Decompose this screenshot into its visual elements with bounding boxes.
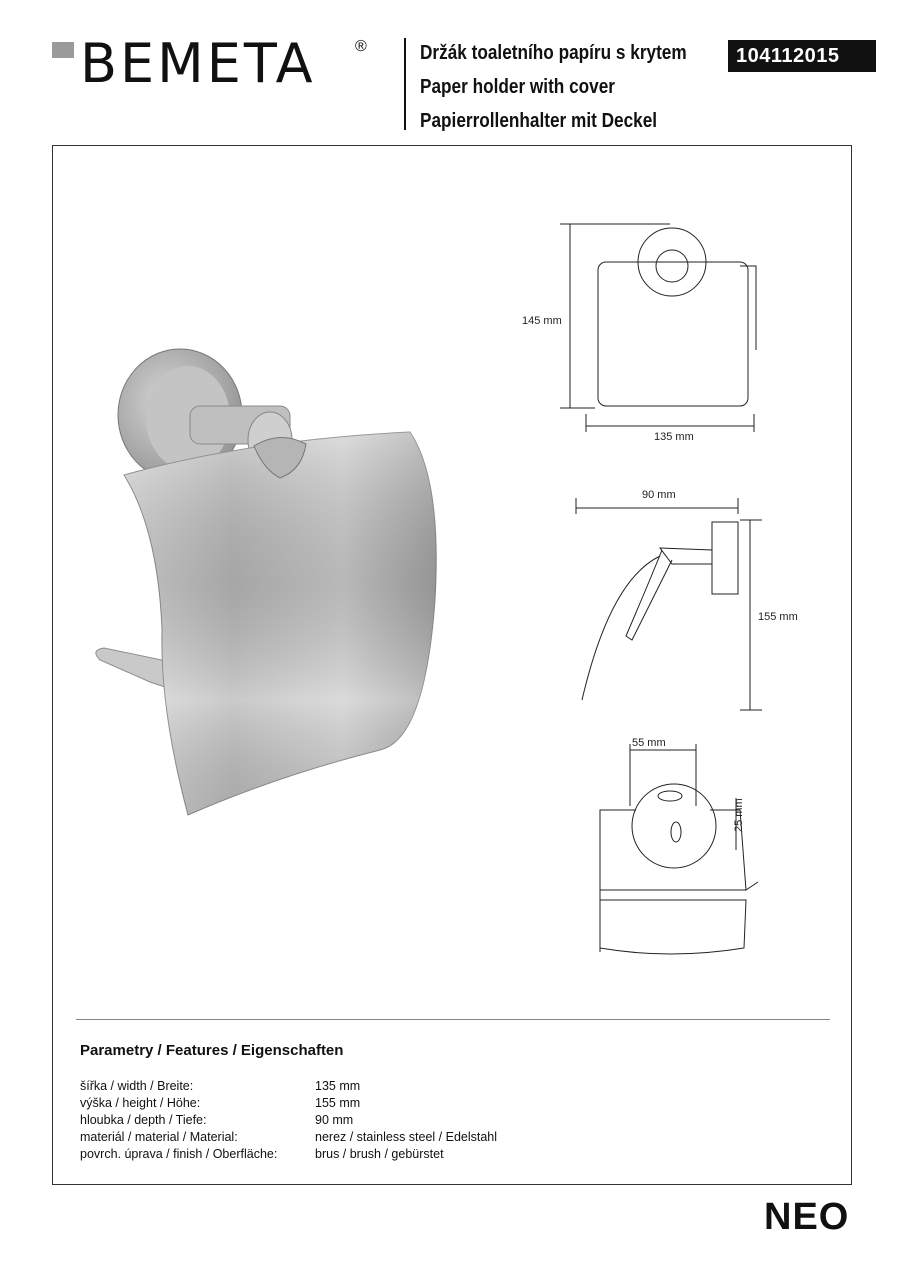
features-table xyxy=(80,1078,580,1163)
technical-drawings xyxy=(500,200,820,980)
product-titles xyxy=(420,36,730,138)
series-name: NEO xyxy=(764,1196,850,1238)
spec-value: brus / brush / gebürstet xyxy=(315,1147,444,1161)
title-en: Paper holder with cover xyxy=(420,76,615,98)
dim-front-width: 135 mm xyxy=(654,431,694,443)
spec-label: materiál / material / Material: xyxy=(80,1130,238,1144)
spec-label: povrch. úprava / finish / Oberfläche: xyxy=(80,1147,278,1161)
dim-side-depth: 90 mm xyxy=(642,489,676,501)
product-photo xyxy=(80,330,440,830)
dim-side-height: 155 mm xyxy=(758,611,798,623)
dim-rosette-diameter: 55 mm xyxy=(632,737,666,749)
spec-label: hloubka / depth / Tiefe: xyxy=(80,1113,207,1127)
spec-value: nerez / stainless steel / Edelstahl xyxy=(315,1130,498,1144)
spec-label: šířka / width / Breite: xyxy=(80,1079,194,1093)
logo-text: BEMETA xyxy=(80,32,316,95)
spec-row xyxy=(80,1078,580,1095)
spec-value: 135 mm xyxy=(315,1079,361,1093)
registered-mark: ® xyxy=(355,38,367,55)
spec-value: 90 mm xyxy=(315,1113,354,1127)
section-divider xyxy=(76,1019,830,1020)
features-heading: Parametry / Features / Eigenschaften xyxy=(80,1042,344,1059)
product-code: 104112015 xyxy=(728,40,876,72)
spec-row xyxy=(80,1112,580,1129)
spec-label: výška / height / Höhe: xyxy=(80,1096,201,1110)
dim-rosette-offset: 25 mm xyxy=(733,798,745,832)
spec-row xyxy=(80,1146,580,1163)
spec-row xyxy=(80,1129,580,1146)
title-de: Papierrollenhalter mit Deckel xyxy=(420,110,658,132)
title-cz: Držák toaletního papíru s krytem xyxy=(420,42,687,64)
header-divider xyxy=(404,38,406,130)
logo-mark xyxy=(52,42,74,58)
brand-logo xyxy=(52,32,382,96)
dim-front-height: 145 mm xyxy=(522,315,562,327)
spec-row xyxy=(80,1095,580,1112)
spec-value: 155 mm xyxy=(315,1096,361,1110)
